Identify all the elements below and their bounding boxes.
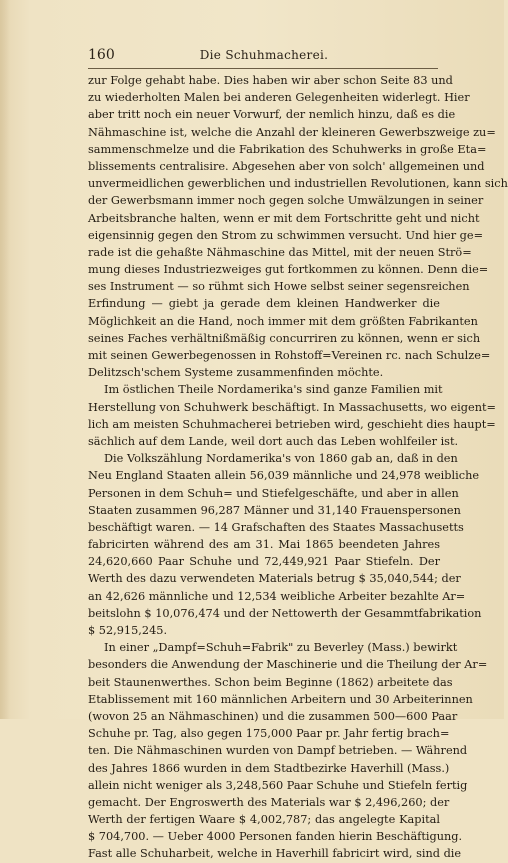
page-number: 160: [88, 47, 115, 63]
text-line: Staaten zusammen 96,287 Männer und 31,140 Frauenspersonen: [88, 503, 461, 517]
text-line: $ 704,700. — Ueber 4000 Personen fanden hierin Beschäftigung.: [88, 830, 463, 844]
running-title: Die Schuhmacherei.: [199, 48, 329, 62]
text-line: beit Staunenwerthes. Schon beim Beginne (1862) arbeitete das: [88, 675, 453, 689]
text-line: sächlich auf dem Lande, weil dort auch das Leben wohlfeiler ist.: [88, 434, 459, 448]
body-text: [88, 72, 508, 863]
text-line: beschäftigt waren. — 14 Grafschaften des Staates Massachusetts: [88, 520, 464, 534]
text-line: Personen in dem Schuh= und Stiefelgeschäfte, und aber in allen: [88, 486, 459, 500]
text-line: mit seinen Gewerbegenossen in Rohstoff=Vereinen rc. nach Schulze=: [88, 349, 491, 362]
text-line: beitslohn $ 10,076,474 und der Nettowerth der Gesammtfabrikation: [88, 606, 482, 620]
text-line: mung dieses Industriezweiges gut fortkommen zu können. Denn die=: [88, 263, 489, 277]
text-line: fabricirten während des am 31. Mai 1865 beendeten Jahres: [88, 538, 440, 552]
text-line: ten. Die Nähmaschinen wurden von Dampf betrieben. — Während: [88, 744, 468, 758]
text-line: Neu England Staaten allein 56,039 männliche und 24,978 weibliche: [88, 469, 480, 483]
text-line: Werth der fertigen Waare $ 4,002,787; das angelegte Kapital: [88, 813, 440, 827]
text-line: gemacht. Der Engroswerth des Materials war $ 2,496,260; der: [88, 795, 450, 809]
text-line: besonders die Anwendung der Maschinerie und die Theilung der Ar=: [88, 658, 488, 672]
text-line: Die Volkszählung Nordamerika's von 1860 gab an, daß in den: [104, 452, 458, 466]
text-line: Arbeitsbranche halten, wenn er mit dem Fortschritte geht und nicht: [88, 211, 480, 225]
text-line: Herstellung von Schuhwerk beschäftigt. In Massachusetts, wo eigent=: [88, 400, 496, 414]
text-line: Im östlichen Theile Nordamerika's sind ganze Familien mit: [104, 383, 443, 397]
text-line: Etablissement mit 160 männlichen Arbeitern und 30 Arbeiterinnen: [88, 692, 473, 706]
text-line: ses Instrument — so rühmt sich Howe selbst seiner segensreichen: [88, 280, 470, 294]
text-line: sammenschmelze und die Fabrikation des Schuhwerks in große Eta=: [88, 142, 487, 156]
text-line: Fast alle Schuharbeit, welche in Haverhill fabricirt wird, sind die: [88, 847, 462, 861]
text-line: allein nicht weniger als 3,248,560 Paar Schuhe und Stiefeln fertig: [88, 778, 468, 792]
text-line: blissements centralisire. Abgesehen aber von solch' allgemeinen und: [88, 159, 485, 173]
text-line: seines Faches verhältnißmäßig concurriren zu können, wenn er sich: [88, 331, 481, 345]
text-line: der Gewerbsmann immer noch gegen solche Umwälzungen in seiner: [88, 194, 484, 208]
text-line: $ 52,915,245.: [88, 624, 168, 637]
header-rule: [88, 68, 438, 69]
text-line: des Jahres 1866 wurden in dem Stadtbezirke Haverhill (Mass.): [88, 761, 450, 775]
text-line: In einer „Dampf=Schuh=Fabrik" zu Beverley (Mass.) bewirkt: [104, 641, 458, 655]
text-line: Erfindung — giebt ja gerade dem kleinen Handwerker die: [88, 297, 440, 311]
text-line: lich am meisten Schuhmacherei betrieben wird, geschieht dies haupt=: [88, 417, 496, 431]
text-line: Möglichkeit an die Hand, noch immer mit dem größten Fabrikanten: [88, 314, 478, 328]
text-line: aber tritt noch ein neuer Vorwurf, der nemlich hinzu, daß es die: [88, 108, 456, 122]
text-line: zur Folge gehabt habe. Dies haben wir aber schon Seite 83 und: [88, 74, 453, 87]
text-line: Werth des dazu verwendeten Materials betrug $ 35,040,544; der: [88, 572, 461, 586]
text-line: eigensinnig gegen den Strom zu schwimmen versucht. Und hier ge=: [88, 228, 484, 242]
text-line: an 42,626 männliche und 12,534 weibliche Arbeiter bezahlte Ar=: [88, 589, 466, 603]
text-line: rade ist die gehaßte Nähmaschine das Mittel, mit der neuen Strö=: [88, 245, 472, 259]
page-gutter-shadow: [0, 0, 10, 719]
text-line: Schuhe pr. Tag, also gegen 175,000 Paar pr. Jahr fertig brach=: [88, 727, 450, 741]
text-line: unvermeidlichen gewerblichen und industriellen Revolutionen, kann sich: [88, 177, 508, 191]
text-line: Nähmaschine ist, welche die Anzahl der kleineren Gewerbszweige zu=: [88, 125, 496, 139]
text-line: 24,620,660 Paar Schuhe und 72,449,921 Paar Stiefeln. Der: [88, 555, 440, 569]
text-line: zu wiederholten Malen bei anderen Gelegenheiten widerlegt. Hier: [88, 91, 470, 105]
text-line: Delitzsch'schem Systeme zusammenfinden möchte.: [88, 366, 384, 380]
text-line: (wovon 25 an Nähmaschinen) und die zusammen 500—600 Paar: [88, 709, 458, 723]
page-header: [88, 47, 440, 65]
